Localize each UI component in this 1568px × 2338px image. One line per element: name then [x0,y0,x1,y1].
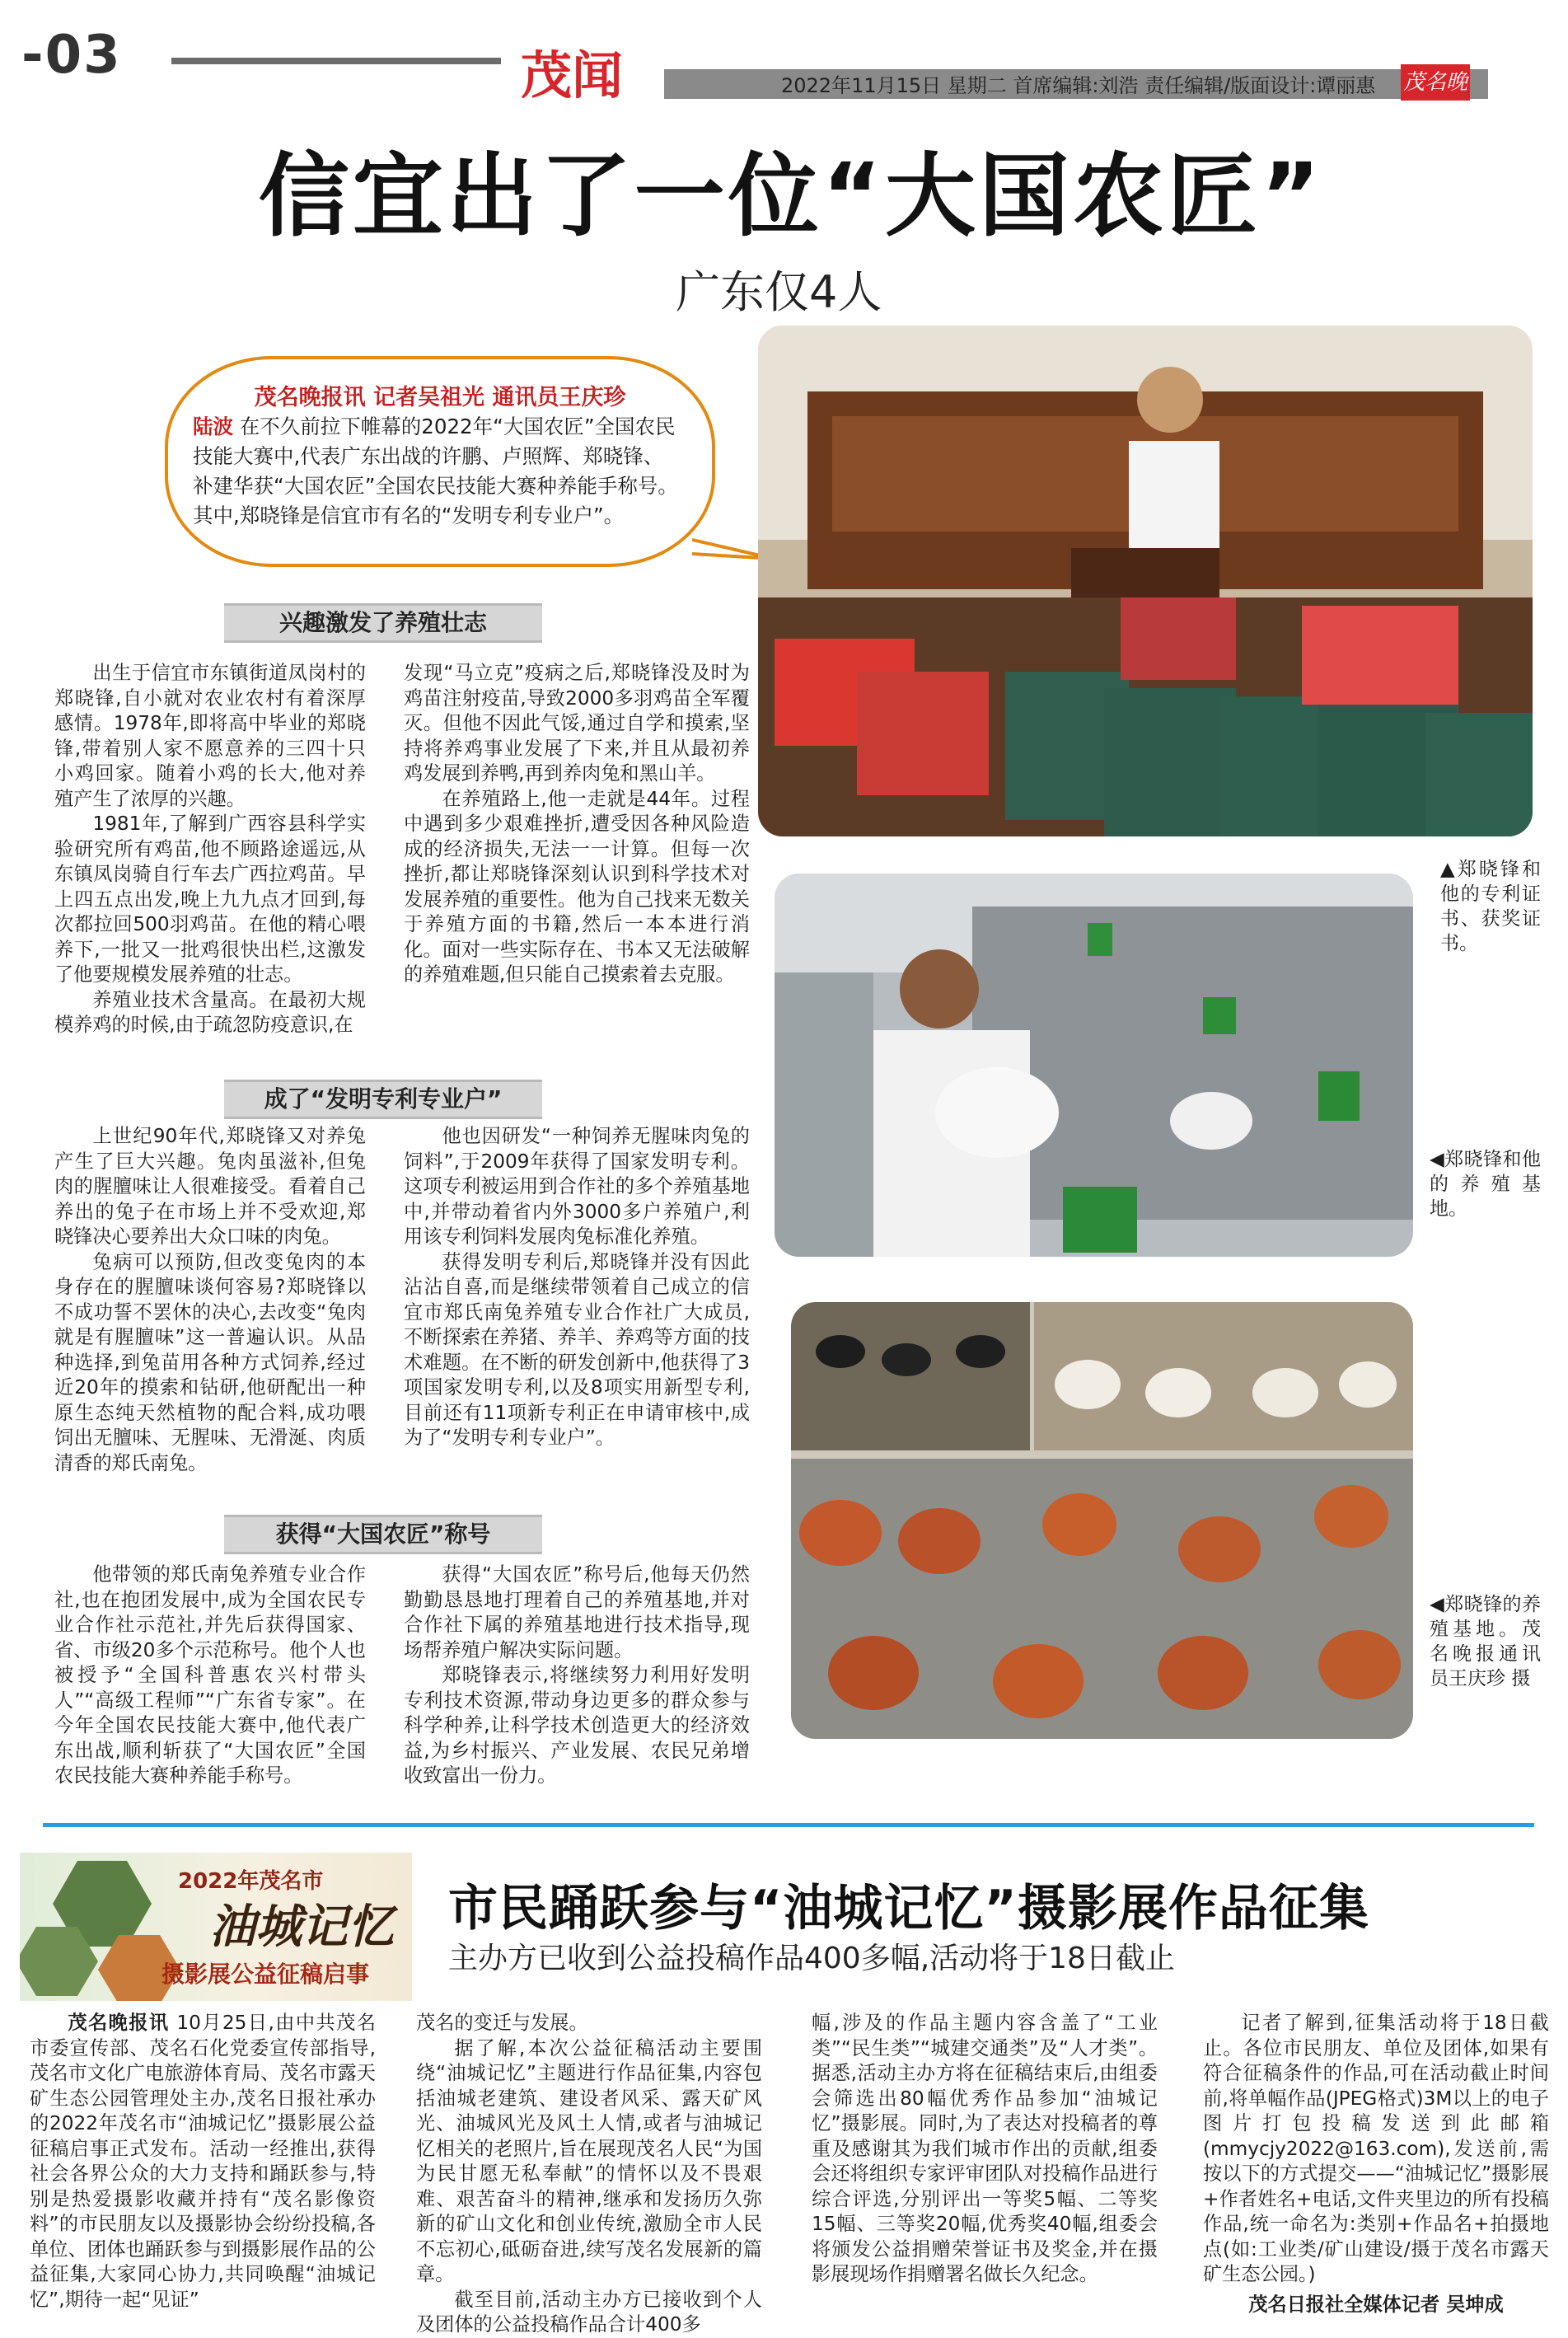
caption-3: ◀郑晓锋的养殖基地。茂名晚报通讯员王庆珍 摄 [1430,1594,1541,1689]
section-heading-3: 获得“大国农匠”称号 [224,1515,542,1554]
paragraph: 他带领的郑氏南兔养殖专业合作社,也在抱团发展中,成为全国农民专业合作社示范社,并先后获得国家、省、市级20多个示范称号。他个人也被授予“全国科普惠农兴村带头人”“高级工程师”“广东省专家”。在今年全国农民技能大赛中,他代表广东出战,顺利斩获了“大国农匠”全国农民技能大赛种养能手称号。 [54,1563,366,1787]
caption-1: ▲郑晓锋和他的专利证书、获奖证书。 [1440,859,1541,954]
lead-name: 陆波 [193,415,233,438]
headline-2: 市民踊跃参与“油城记忆”摄影展作品征集 [448,1880,1369,1937]
section-logo: 茂闻 [521,45,624,105]
section-heading-2: 成了“发明专利专业户” [224,1080,542,1119]
header-rule [171,58,501,64]
paragraph: 他也因研发“一种饲养无腥味肉兔的饲料”,于2009年获得了国家发明专利。这项专利被运用到合作社的多个养殖基地中,并带动着省内外3000多户养殖户,利用该专利饲料发展肉兔标准化养殖。 [404,1125,750,1248]
paragraph: 获得发明专利后,郑晓锋并没有因此沾沾自喜,而是继续带领着自己成立的信宜市郑氏南兔养殖专业合作社广大成员,不断探索在养猪、养羊、养鸡等方面的技术难题。在不断的研发创新中,他获得了3项国家发明专利,以及8项实用新型专利,目前还有11项新专利正在申请审核中,成为了“发明专利专业户”。 [404,1250,750,1449]
section-divider [43,1823,1534,1827]
section2-left [54,1124,366,1476]
article2-col2 [416,2011,762,2338]
byline: 茂名晚报讯 记者吴祖光 通讯员王庆珍 [254,385,626,410]
paragraph: 上世纪90年代,郑晓锋又对养兔产生了巨大兴趣。兔肉虽滋补,但兔肉的腥膻味让人很难接受。看着自己养出的兔子在市场上并不受欢迎,郑晓锋决心要养出大众口味的肉兔。 [54,1125,366,1248]
paragraph: 幅,涉及的作品主题内容含盖了“工业类”“民生类”“城建交通类”及“人才类”。据悉,活动主办方将在征稿结束后,由组委会筛选出80幅优秀作品参加“油城记忆”摄影展。同时,为了表达对投稿者的尊重及感谢其为我们城市作出的贡献,组委会还将组织专家评审团队对投稿作品进行综合评选,分别评出一等奖5幅、二等奖15幅、三等奖20幅,优秀奖40幅,组委会将颁发公益捐赠荣誉证书及奖金,并在摄影展现场作捐赠署名做长久纪念。 [812,2012,1158,2285]
paragraph: 养殖业技术含量高。在最初大规模养鸡的时候,由于疏忽防疫意识,在 [54,988,366,1036]
section1-right [404,661,750,988]
paragraph: 发现“马立克”疫病之后,郑晓锋没及时为鸡苗注射疫苗,导致2000多羽鸡苗全军覆灭。但他不因此气馁,通过自学和摸索,坚持将养鸡事业发展了下来,并且从最初养鸡发展到养鸭,再到养肉兔和黑山羊。 [404,662,750,785]
section1-left [54,661,366,1038]
lead-body: 在不久前拉下帷幕的2022年“大国农匠”全国农民技能大赛中,代表广东出战的许鹏、卢照辉、郑晓锋、补建华获“大国农匠”全国农民技能大赛种养能手称号。其中,郑晓锋是信宜市有名的“发明专利专业户”。 [193,415,678,527]
subhead-2: 主办方已收到公益投稿作品400多幅,活动将于18日截止 [448,1942,1175,1975]
signature: 茂名日报社全媒体记者 吴坤成 [1248,2293,1504,2316]
paragraph: 截至目前,活动主办方已接收到个人及团体的公益投稿作品合计400多 [416,2288,762,2336]
banner-subtitle: 摄影展公益征稿启事 [161,1961,370,1988]
photo-certificates [758,326,1533,836]
headline: 信宜出了一位“大国农匠” [258,143,1324,249]
paragraph: 在养殖路上,他一走就是44年。过程中遇到多少艰难挫折,遭受因各种风险造成的经济损失,无法一一计算。但每一次挫折,都让郑晓锋深刻认识到科学技术对发展养殖的重要性。他为自己找来无数关于养殖方面的书籍,然后一本本进行消化。面对一些实际存在、书本又无法破解的养殖难题,但只能自己摸索着去克服。 [404,787,750,986]
banner-year: 2022年茂名市 [178,1869,324,1894]
page-number: -03 [21,25,122,86]
caption-2: ◀郑晓锋和他的养殖基地。 [1430,1149,1541,1220]
paragraph: 郑晓锋表示,将继续努力利用好发明专利技术资源,带动身边更多的群众参与科学种养,让科学技术创造更大的经济效益,为乡村振兴、产业发展、农民兄弟增收致富出一份力。 [404,1664,750,1787]
section3-right [404,1563,750,1789]
article2-col4 [1203,2011,1549,2317]
header-info: 2022年11月15日 星期二 首席编辑:刘浩 责任编辑/版面设计:谭丽惠 [781,74,1376,97]
subhead: 广东仅4人 [676,266,882,318]
paragraph: 出生于信宜市东镇街道凤岗村的郑晓锋,自小就对农业农村有着深厚感情。1978年,即将高中毕业的郑晓锋,带着别人家不愿意养的三四十只小鸡回家。随着小鸡的长大,他对养殖产生了浓厚的兴趣。 [54,662,366,810]
paragraph: 1981年,了解到广西容县科学实验研究所有鸡苗,他不顾路途遥远,从东镇凤岗骑自行车去广西拉鸡苗。早上四五点出发,晚上九九点才回到,每次都拉回500羽鸡苗。在他的精心喂养下,一批又一批鸡很快出栏,这激发了他要规模发展养殖的壮志。 [54,813,366,986]
paragraph: 兔病可以预防,但改变兔肉的本身存在的腥膻味谈何容易?郑晓锋以不成功誓不罢休的决心,去改变“兔肉就是有腥膻味”这一普遍认识。从品种选择,到兔苗用各种方式饲养,经过近20年的摸索和钻研,他研配出一种原生态纯天然植物的配合料,成功喂饲出无膻味、无腥味、无滑涎、肉质清香的郑氏南兔。 [54,1250,366,1474]
byline-2: 茂名晚报讯 [68,2012,170,2034]
paragraph: 据了解,本次公益征稿活动主要围绕“油城记忆”主题进行作品征集,内容包括油城老建筑、建设者风采、露天矿风光、油城风光及风土人情,或者与油城记忆相关的老照片,旨在展现茂名人民“为国为民甘愿无私奉献”的情怀以及不畏艰难、艰苦奋斗的精神,继承和发扬历久弥新的矿山文化和创业传统,激励全市人民不忘初心,砥砺奋进,续写茂名发展新的篇章。 [416,2036,762,2285]
banner-title: 油城记忆 [209,1900,394,1954]
paragraph: 获得“大国农匠”称号后,他每天仍然勤勤恳恳地打理着自己的养殖基地,并对合作社下属的养殖基地进行技术指导,现场帮养殖户解决实际问题。 [404,1563,750,1661]
paragraph: 茂名晚报讯 10月25日,由中共茂名市委宣传部、茂名石化党委宣传部指导,茂名市文化广电旅游体育局、茂名市露天矿生态公园管理处主办,茂名日报社承办的2022年茂名市“油城记忆”摄影展公益征稿启事正式发布。活动一经推出,获得社会各界公众的大力支持和踊跃参与,特别是热爱摄影收藏并持有“茂名影像资料”的市民朋友以及摄影协会纷纷投稿,各单位、团体也踊跃参与到摄影展作品的公益征集,大家同心协力,共同唤醒“油城记忆”,期待一起“见证” [30,2012,376,2311]
section3-left [54,1563,366,1789]
section2-right [404,1124,750,1451]
article2-col1 [30,2011,376,2312]
lead-text [193,412,679,531]
article2-col3 [812,2011,1158,2288]
photo-rabbit-farm [775,874,1413,1257]
paragraph: 记者了解到,征集活动将于18日截止。各位市民朋友、单位及团体,如果有符合征稿条件的作品,可在活动截止时间前,将单幅作品(JPEG格式)3M以上的电子图片打包投稿发送到此邮箱(mmycjy2022@163.com),发送前,需按以下的方式提交——“油城记忆”摄影展+作者姓名+电话,文件夹里边的所有投稿作品,统一命名为:类别+作品名+拍摄地点(如:工业类/矿山建设/摄于茂名市露天矿生态公园。) [1203,2012,1549,2285]
paragraph: 茂名的变迁与发展。 [416,2012,588,2034]
paper-logo: 茂名晚报 [1401,64,1470,101]
photo-poultry-farm [791,1302,1413,1739]
section-heading-1: 兴趣激发了养殖壮志 [224,603,542,643]
